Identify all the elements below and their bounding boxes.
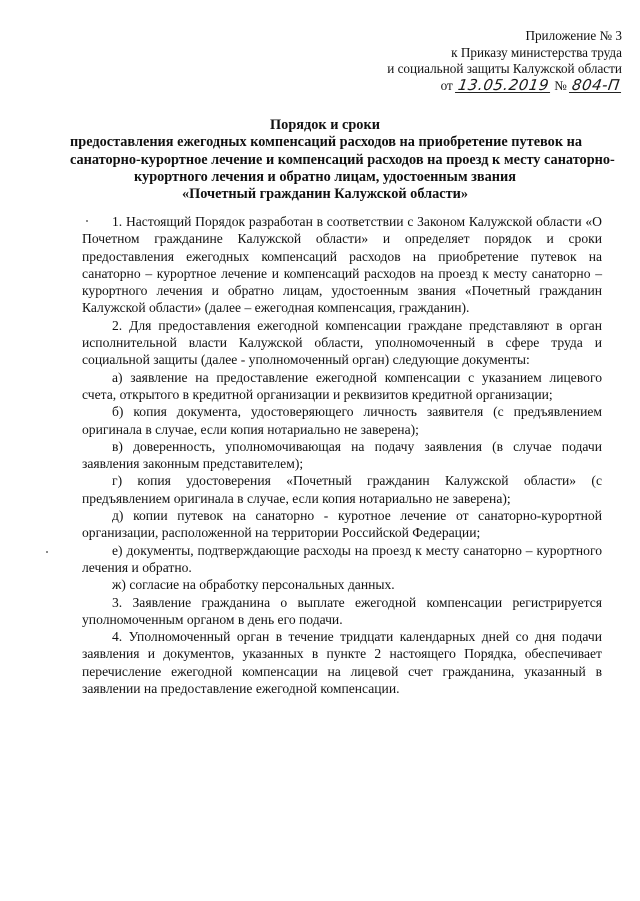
title-line-1: Порядок и сроки <box>270 117 380 133</box>
scan-speck <box>46 551 48 553</box>
item-a: а) заявление на предоставление ежегодной компенсации с указанием лицевого счета, открытого в кредитной организации и реквизитов кредитной организации; <box>82 369 602 402</box>
title-line-4: курортного лечения и обратно лицам, удостоенным звания <box>134 168 516 185</box>
paragraph-1: 1. Настоящий Порядок разработан в соответствии с Законом Калужской области «О Почетном гражданине Калужской области» и определяет порядок и сроки предоставления ежегодных компенсаций расходов на приобретение путевок на санаторно – курортное лечение и компенсаций расходов на проезд к месту санаторно – курортного лечения и обратно лицам, удостоенным звания «Почетный гражданин Калужской области» (далее – ежегодная компенсация, гражданин). <box>82 214 602 316</box>
document-title <box>70 117 615 203</box>
number-sign: № <box>554 77 567 93</box>
item-d: д) копии путевок на санаторно - куротное лечение от санаторно-курортной организации, расположенной на территории Российской Федерации; <box>82 508 602 541</box>
appendix-date-line <box>440 75 622 95</box>
appendix-order-ref: к Приказу министерства труда <box>451 44 622 60</box>
scan-speck <box>86 220 88 222</box>
item-zh: ж) согласие на обработку персональных данных. <box>112 577 395 593</box>
title-line-2: предоставления ежегодных компенсаций расходов на приобретение путевок на <box>70 134 583 151</box>
appendix-ministry: и социальной защиты Калужской области <box>387 61 622 76</box>
paragraph-3: 3. Заявление гражданина о выплате ежегодной компенсации регистрируется уполномоченным органом в день его подачи. <box>82 594 602 627</box>
paragraph-4: 4. Уполномоченный орган в течение тридцати календарных дней со дня подачи заявления и документов, указанных в пункте 2 настоящего Порядка, обеспечивает перечисление ежегодной компенсации на лицевой счет гражданина, указанный в заявлении на предоставление ежегодной компенсации. <box>82 629 602 697</box>
document-body <box>82 213 602 697</box>
handwritten-number: 804-П <box>570 75 622 94</box>
item-g: г) копия удостоверения «Почетный гражданин Калужской области» (с предъявлением оригинала в случае, если копия нотариально не заверена); <box>82 473 602 506</box>
handwritten-date: 13.05.2019 <box>456 75 551 94</box>
item-v: в) доверенность, уполномочивающая на подачу заявления (в случае подачи заявления законным представителем); <box>82 438 602 472</box>
title-line-3: санаторно-курортное лечение и компенсаций расходов на проезд к месту санаторно- <box>70 151 615 168</box>
appendix-number: Приложение № 3 <box>525 28 622 43</box>
appendix-header <box>387 28 622 94</box>
item-b: б) копия документа, удостоверяющего личность заявителя (с предъявлением оригинала в случае, если копия нотариально не заверена); <box>82 404 602 437</box>
paragraph-2: 2. Для предоставления ежегодной компенсации граждане представляют в орган исполнительной власти Калужской области, уполномоченный в сфере труда и социальной защиты (далее - уполномоченный орган) следующие документы: <box>82 317 602 368</box>
date-prefix: от <box>440 77 453 93</box>
title-line-5: «Почетный гражданин Калужской области» <box>181 186 469 203</box>
item-e: е) документы, подтверждающие расходы на проезд к месту санаторно – курортного лечения и обратно. <box>82 542 602 575</box>
